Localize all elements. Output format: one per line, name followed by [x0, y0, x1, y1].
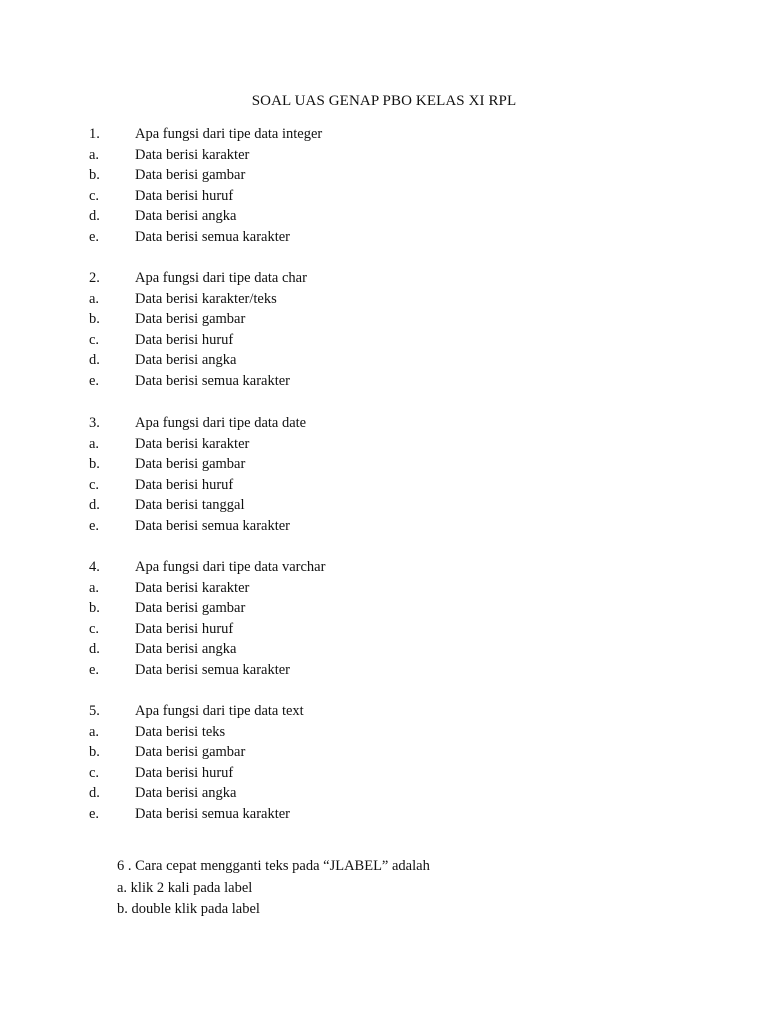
option-row	[0, 145, 768, 166]
option-text: Data berisi angka	[135, 208, 237, 225]
question-number: 2.	[89, 270, 100, 286]
page-title: SOAL UAS GENAP PBO KELAS XI RPL	[251, 93, 517, 109]
option-letter: e.	[89, 372, 100, 389]
option-text: Data berisi gambar	[135, 600, 246, 617]
option-text: Data berisi angka	[135, 352, 237, 369]
option-row	[0, 475, 768, 496]
option-text: Data berisi angka	[135, 641, 237, 658]
option-text: Data berisi karakter	[135, 146, 250, 163]
option-text: Data berisi gambar	[135, 744, 246, 761]
option-row	[0, 660, 768, 681]
option-letter: e.	[89, 661, 100, 678]
option-letter: d.	[89, 352, 100, 369]
question-text: Apa fungsi dari tipe data date	[135, 415, 307, 431]
option-letter: b.	[89, 744, 100, 761]
option-letter: b.	[89, 456, 100, 473]
question-row	[0, 701, 768, 722]
question-text: Apa fungsi dari tipe data text	[135, 703, 304, 719]
option-row	[0, 186, 768, 207]
option-row	[0, 350, 768, 371]
question-text: 6 . Cara cepat mengganti teks pada “JLABEL” adalah	[117, 858, 430, 874]
option-row	[0, 289, 768, 310]
option-row	[0, 206, 768, 227]
question-6	[117, 856, 430, 921]
option-row	[0, 165, 768, 186]
option-row	[0, 722, 768, 743]
option-text: Data berisi huruf	[135, 476, 234, 493]
option-row	[0, 639, 768, 660]
option-letter: a.	[89, 146, 100, 163]
option-text: Data berisi tanggal	[135, 497, 245, 514]
option-row	[0, 309, 768, 330]
question-number: 3.	[89, 415, 100, 431]
option-text: Data berisi semua karakter	[135, 517, 290, 534]
option-letter: d.	[89, 641, 100, 658]
option-letter: a.	[89, 290, 100, 307]
question-text: Apa fungsi dari tipe data integer	[135, 126, 323, 142]
question-number: 5.	[89, 703, 100, 719]
option-row	[0, 330, 768, 351]
option-text: Data berisi semua karakter	[135, 805, 290, 822]
question-4	[0, 557, 768, 681]
option-row	[0, 516, 768, 537]
option-letter: c.	[89, 476, 100, 493]
option-text: Data berisi gambar	[135, 456, 246, 473]
option-row	[0, 783, 768, 804]
option-letter: c.	[89, 331, 100, 348]
option-row	[0, 763, 768, 784]
option-text: Data berisi karakter/teks	[135, 290, 277, 307]
question-number: 4.	[89, 559, 100, 575]
option-text: Data berisi gambar	[135, 167, 246, 184]
option-text: b. double klik pada label	[117, 901, 260, 917]
question-row	[0, 413, 768, 434]
option-text: a. klik 2 kali pada label	[117, 879, 253, 896]
question-2	[0, 268, 768, 392]
question-row	[0, 557, 768, 578]
option-letter: a.	[89, 435, 100, 452]
option-row	[0, 619, 768, 640]
option-row	[0, 227, 768, 248]
question-1	[0, 124, 768, 248]
option-row	[0, 598, 768, 619]
option-text: Data berisi huruf	[135, 620, 234, 637]
option-letter: a.	[89, 579, 100, 596]
option-letter: d.	[89, 497, 100, 514]
option-text: Data berisi semua karakter	[135, 228, 290, 245]
option-letter: c.	[89, 187, 100, 204]
option-row	[0, 578, 768, 599]
option-letter: e.	[89, 228, 100, 245]
option-text: Data berisi teks	[135, 723, 226, 740]
question-text: Apa fungsi dari tipe data char	[135, 270, 307, 286]
option-letter: d.	[89, 208, 100, 225]
question-3	[0, 413, 768, 537]
option-letter: b.	[89, 167, 100, 184]
option-text: Data berisi semua karakter	[135, 372, 290, 389]
option-letter: b.	[89, 311, 100, 328]
option-text: Data berisi huruf	[135, 187, 234, 204]
option-letter: e.	[89, 805, 100, 822]
option-row	[0, 454, 768, 475]
question-5	[0, 701, 768, 825]
option-text: Data berisi semua karakter	[135, 661, 290, 678]
option-letter: b.	[89, 600, 100, 617]
option-letter: c.	[89, 764, 100, 781]
option-text: Data berisi karakter	[135, 579, 250, 596]
question-row	[0, 268, 768, 289]
option-letter: e.	[89, 517, 100, 534]
option-row	[0, 434, 768, 455]
option-row	[0, 742, 768, 763]
option-row	[0, 804, 768, 825]
option-text: Data berisi huruf	[135, 331, 234, 348]
option-row	[0, 495, 768, 516]
option-text: Data berisi karakter	[135, 435, 250, 452]
question-text: Apa fungsi dari tipe data varchar	[135, 559, 326, 575]
option-row	[0, 371, 768, 392]
option-letter: a.	[89, 723, 100, 740]
option-letter: d.	[89, 785, 100, 802]
option-letter: c.	[89, 620, 100, 637]
option-text: Data berisi huruf	[135, 764, 234, 781]
option-text: Data berisi angka	[135, 785, 237, 802]
option-text: Data berisi gambar	[135, 311, 246, 328]
question-number: 1.	[89, 126, 100, 142]
question-row	[0, 124, 768, 145]
